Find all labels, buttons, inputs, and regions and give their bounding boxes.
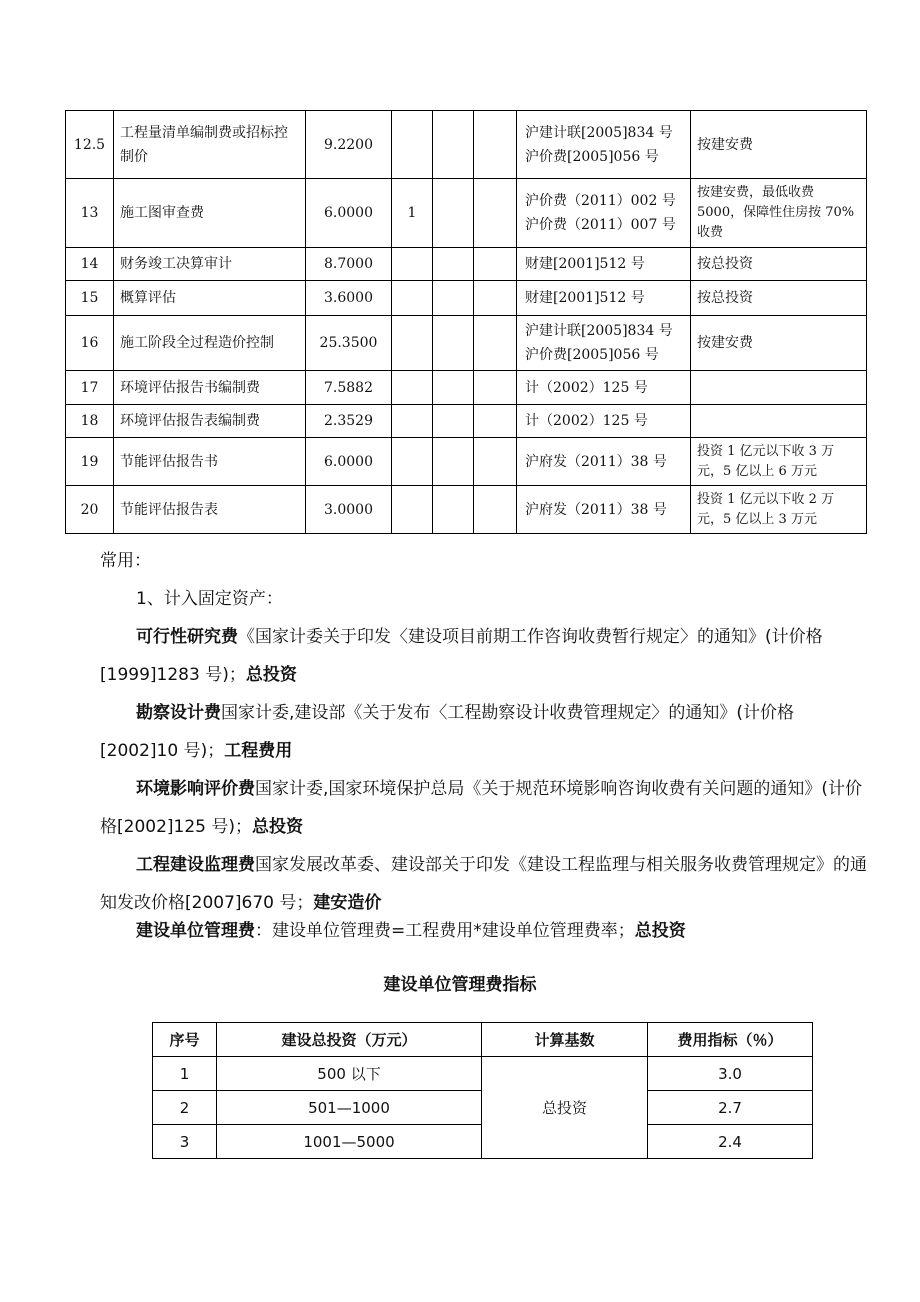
fee-amount: 2.3529 — [306, 405, 392, 438]
fee-name-bold: 建设单位管理费 — [136, 921, 255, 941]
fee-item-name: 节能评估报告书 — [114, 438, 306, 486]
fee-name-bold: 可行性研究费 — [136, 627, 238, 647]
fee-basis: 财建[2001]512 号 — [517, 248, 691, 281]
fee-basis: 沪建计联[2005]834 号 沪价费[2005]056 号 — [517, 316, 691, 371]
empty-cell — [474, 405, 517, 438]
fee-basis: 财建[2001]512 号 — [517, 281, 691, 316]
table-row — [66, 281, 867, 316]
fee-note: 按总投资 — [691, 248, 867, 281]
fee-table — [65, 110, 867, 534]
empty-cell — [474, 438, 517, 486]
table-header-row — [153, 1023, 813, 1057]
empty-cell — [474, 281, 517, 316]
fee-note — [691, 371, 867, 405]
row-number: 19 — [66, 438, 114, 486]
empty-cell — [433, 179, 474, 248]
fee-basis: 沪府发（2011）38 号 — [517, 486, 691, 534]
fee-note: 按总投资 — [691, 281, 867, 316]
table-row — [66, 438, 867, 486]
fee-amount: 3.6000 — [306, 281, 392, 316]
empty-cell — [433, 438, 474, 486]
table-row — [66, 371, 867, 405]
fee-item-name: 环境评估报告书编制费 — [114, 371, 306, 405]
fee-mark — [392, 486, 433, 534]
empty-cell — [474, 316, 517, 371]
row-number: 17 — [66, 371, 114, 405]
fee-mark — [392, 248, 433, 281]
fee-basis: 计（2002）125 号 — [517, 371, 691, 405]
fee-amount: 6.0000 — [306, 179, 392, 248]
row-number: 18 — [66, 405, 114, 438]
fee-note: 按建安费，最低收费 5000，保障性住房按 70% 收费 — [691, 179, 867, 248]
item-1-heading: 1、计入固定资产： — [136, 589, 283, 609]
paragraph-text: 国家计委,建设部《关于发布〈工程勘察设计收费管理规定〉的通知》(计价格[2002]10 号)； — [100, 703, 795, 761]
paragraph-text: 国家计委,国家环境保护总局《关于规范环境影响咨询收费有关问题的通知》(计价格[2002]125 号)； — [100, 779, 863, 837]
empty-cell — [433, 111, 474, 179]
fee-note: 投资 1 亿元以下收 2 万元，5 亿以上 3 万元 — [691, 486, 867, 534]
fee-note — [691, 405, 867, 438]
paragraph-feasibility — [100, 618, 870, 694]
fee-name-bold: 环境影响评价费 — [136, 779, 255, 799]
investment-range: 501—1000 — [217, 1091, 482, 1125]
row-number: 12.5 — [66, 111, 114, 179]
fee-item-name: 财务竣工决算审计 — [114, 248, 306, 281]
fee-base-bold: 建安造价 — [313, 893, 382, 913]
row-number: 13 — [66, 179, 114, 248]
paragraph-text: ：建设单位管理费=工程费用*建设单位管理费率； — [255, 921, 635, 941]
fee-basis: 沪建计联[2005]834 号 沪价费[2005]056 号 — [517, 111, 691, 179]
fee-item-name: 环境评估报告表编制费 — [114, 405, 306, 438]
fee-mark — [392, 438, 433, 486]
empty-cell — [433, 281, 474, 316]
fee-base-bold: 工程费用 — [224, 741, 293, 761]
empty-cell — [433, 248, 474, 281]
fee-name-bold: 工程建设监理费 — [136, 855, 255, 875]
fee-item-name: 施工图审查费 — [114, 179, 306, 248]
table-row — [66, 111, 867, 179]
empty-cell — [474, 371, 517, 405]
paragraph-supervision — [100, 846, 870, 922]
table-row — [66, 486, 867, 534]
row-number: 15 — [66, 281, 114, 316]
table-row — [66, 248, 867, 281]
row-number: 20 — [66, 486, 114, 534]
row-number: 3 — [153, 1125, 217, 1159]
common-label: 常用： — [100, 551, 151, 571]
paragraph-environment — [100, 770, 870, 846]
table-row — [66, 405, 867, 438]
fee-amount: 25.3500 — [306, 316, 392, 371]
fee-mark — [392, 316, 433, 371]
fee-item-name: 工程量清单编制费或招标控制价 — [114, 111, 306, 179]
fee-note: 按建安费 — [691, 111, 867, 179]
fee-basis: 沪府发（2011）38 号 — [517, 438, 691, 486]
empty-cell — [433, 405, 474, 438]
fee-rate: 2.7 — [648, 1091, 813, 1125]
fee-amount: 6.0000 — [306, 438, 392, 486]
fee-rate: 2.4 — [648, 1125, 813, 1159]
fee-basis: 计（2002）125 号 — [517, 405, 691, 438]
row-number: 1 — [153, 1057, 217, 1091]
column-header: 建设总投资（万元） — [217, 1023, 482, 1057]
fee-base-bold: 总投资 — [252, 817, 304, 837]
fee-amount: 9.2200 — [306, 111, 392, 179]
fee-mark: 1 — [392, 179, 433, 248]
row-number: 16 — [66, 316, 114, 371]
fee-amount: 3.0000 — [306, 486, 392, 534]
paragraph-survey-design — [100, 694, 870, 770]
fee-amount: 7.5882 — [306, 371, 392, 405]
table-row — [66, 179, 867, 248]
fee-note: 投资 1 亿元以下收 3 万元，5 亿以上 6 万元 — [691, 438, 867, 486]
empty-cell — [433, 371, 474, 405]
empty-cell — [433, 316, 474, 371]
paragraph-management — [100, 912, 870, 950]
empty-cell — [433, 486, 474, 534]
paragraph-text: 《国家计委关于印发〈建设项目前期工作咨询收费暂行规定〉的通知》(计价格[1999]1283 号)； — [100, 627, 823, 685]
empty-cell — [474, 486, 517, 534]
column-header: 序号 — [153, 1023, 217, 1057]
index-table-title: 建设单位管理费指标 — [383, 975, 537, 995]
column-header: 计算基数 — [482, 1023, 648, 1057]
fee-mark — [392, 371, 433, 405]
table-row — [66, 316, 867, 371]
fee-basis: 沪价费（2011）002 号 沪价费（2011）007 号 — [517, 179, 691, 248]
fee-mark — [392, 281, 433, 316]
empty-cell — [474, 179, 517, 248]
row-number: 2 — [153, 1091, 217, 1125]
fee-mark — [392, 405, 433, 438]
fee-note: 按建安费 — [691, 316, 867, 371]
table-row — [153, 1057, 813, 1091]
fee-base-bold: 总投资 — [634, 921, 686, 941]
fee-item-name: 施工阶段全过程造价控制 — [114, 316, 306, 371]
paragraph-text: 国家发展改革委、建设部关于印发《建设工程监理与相关服务收费管理规定》的通知发改价格[2007]670 号； — [100, 855, 867, 913]
index-table — [152, 1022, 813, 1159]
empty-cell — [474, 248, 517, 281]
fee-mark — [392, 111, 433, 179]
fee-name-bold: 勘察设计费 — [136, 703, 221, 723]
investment-range: 500 以下 — [217, 1057, 482, 1091]
fee-base-bold: 总投资 — [245, 665, 297, 685]
row-number: 14 — [66, 248, 114, 281]
fee-amount: 8.7000 — [306, 248, 392, 281]
calculation-base: 总投资 — [482, 1057, 648, 1159]
investment-range: 1001—5000 — [217, 1125, 482, 1159]
fee-item-name: 概算评估 — [114, 281, 306, 316]
column-header: 费用指标（％） — [648, 1023, 813, 1057]
empty-cell — [474, 111, 517, 179]
fee-item-name: 节能评估报告表 — [114, 486, 306, 534]
fee-rate: 3.0 — [648, 1057, 813, 1091]
